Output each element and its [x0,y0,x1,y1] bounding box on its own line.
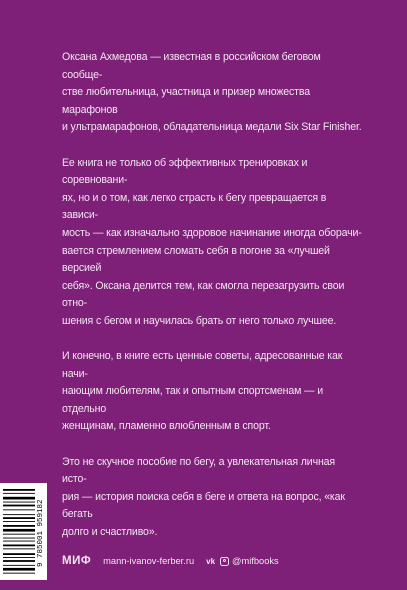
paragraph-author-bio: Оксана Ахмедова — известная в российском беговом сообще- стве любительница, участница и призер множества марафонов и ультрамарафонов, обладательница медали Six Star Finisher. [62,51,362,134]
publisher-website[interactable]: mann-ivanov-ferber.ru [103,556,195,566]
barcode-bar [3,489,35,491]
barcode-bar [3,502,35,503]
barcode-bar [3,534,35,535]
isbn-barcode [0,483,47,580]
barcode-bar [3,529,35,532]
barcode-bars [0,487,36,579]
publisher-logo: МИФ [62,555,92,567]
barcode-bar [3,560,35,562]
barcode-bar [3,557,35,558]
social-handle[interactable]: @mifbooks [232,556,279,566]
barcode-bar [3,497,35,500]
paragraph-book-about: Ее книга не только об эффективных тренировках и соревновани- ях, но и о том, как легко страсть к бегу превращается в зависи- мость — как изначально здоровое начинание иногда оборачи- вается стремлением сломать себя в погоне за «лучшей версией себя». Оксана делится тем, как смогла перезагрузить свои отно- шения с бегом и научилась брать от него только лучшее. [62,156,362,327]
barcode-bar [3,573,35,574]
barcode-bar [3,509,35,510]
barcode-bar [3,568,35,571]
barcode-bar [3,565,35,566]
back-cover-text [62,49,362,559]
barcode-bar [3,493,35,494]
vk-icon: vk [206,556,216,566]
publisher-footer [62,554,279,568]
barcode-bar [3,538,35,539]
barcode-bar [3,525,35,527]
barcode-bar [3,505,35,507]
isbn-number: 9 785001 959182 [37,499,45,567]
barcode-bar [3,514,35,515]
paragraph-advice: И конечно, в книге есть ценные советы, адресованные как начи- нающим любителям, так и опытным спортсменам — и отдельно женщинам, пламенно влюбленным в спорт. [62,350,343,433]
barcode-bar [3,545,35,547]
barcode-bar [3,517,35,519]
barcode-bar [3,541,35,542]
barcode-bar [3,553,35,555]
paragraph-summary: Это не скучное пособие по бегу, а увлекательная личная исто- рия — история поиска себя в беге и ответа на вопрос, «как бегать долго и счастливо». [62,455,345,539]
barcode-bar [3,548,35,549]
barcode-bar [3,521,35,522]
instagram-icon [220,557,229,566]
